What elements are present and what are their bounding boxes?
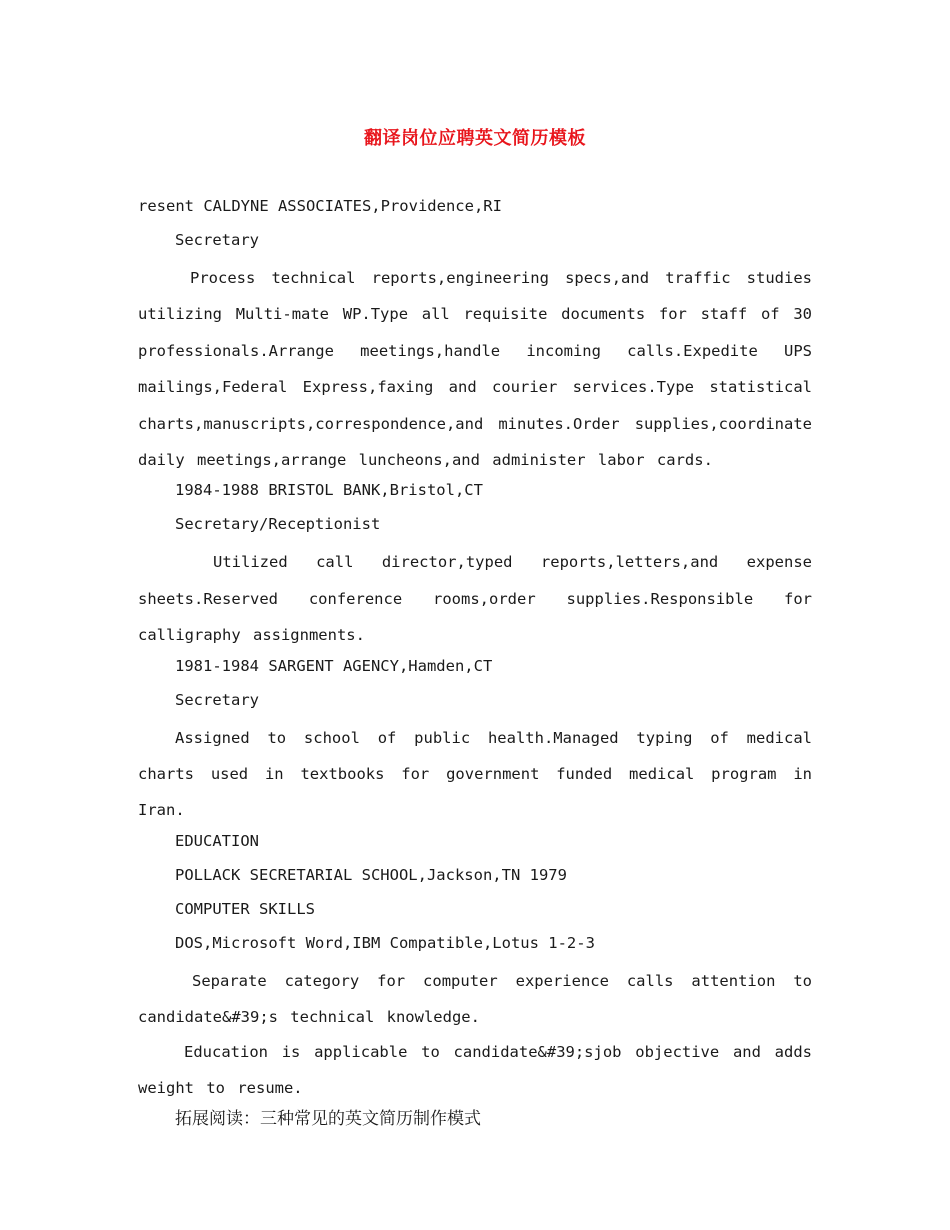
skills-heading: COMPUTER SKILLS bbox=[175, 899, 315, 918]
document-body bbox=[138, 192, 812, 1139]
job3-title: Secretary bbox=[175, 690, 259, 709]
document-title: 翻译岗位应聘英文简历模板 bbox=[364, 128, 586, 149]
job3-description: Assigned to school of public health.Managed typing of medical charts used in textbooks for government funded medical program in Iran. bbox=[138, 728, 812, 820]
skills-item: DOS,Microsoft Word,IBM Compatible,Lotus 1-2-3 bbox=[175, 933, 595, 952]
further-reading: 拓展阅读：三种常见的英文简历制作模式 bbox=[175, 1108, 481, 1129]
job1-header: resent CALDYNE ASSOCIATES,Providence,RI bbox=[138, 197, 502, 215]
job1-description: Process technical reports,engineering specs,and traffic studies utilizing Multi-mate WP.Type all requisite documents for staff of 30 professionals.Arrange meetings,handle incoming calls.Expedite UPS mailings,Federal Express,faxing and courier services.Type statistical charts,manuscripts,correspondence,and minutes.Order supplies,coordinate daily meetings,arrange luncheons,and administer labor cards. bbox=[138, 269, 812, 470]
job2-description: Utilized call director,typed reports,letters,and expense sheets.Reserved conference rooms,order supplies.Responsible for calligraphy assignments. bbox=[138, 553, 812, 645]
job2-title: Secretary/Receptionist bbox=[175, 515, 381, 534]
note-computer-category: Separate category for computer experience calls attention to candidate&#39;s technical knowledge. bbox=[138, 971, 812, 1027]
job3-header: 1981-1984 SARGENT AGENCY,Hamden,CT bbox=[175, 656, 493, 675]
job2-header: 1984-1988 BRISTOL BANK,Bristol,CT bbox=[175, 481, 483, 500]
education-item: POLLACK SECRETARIAL SCHOOL,Jackson,TN 1979 bbox=[175, 865, 567, 884]
job1-title: Secretary bbox=[175, 231, 259, 249]
education-heading: EDUCATION bbox=[175, 831, 259, 850]
note-education: Education is applicable to candidate&#39;sjob objective and adds weight to resume. bbox=[138, 1042, 812, 1098]
